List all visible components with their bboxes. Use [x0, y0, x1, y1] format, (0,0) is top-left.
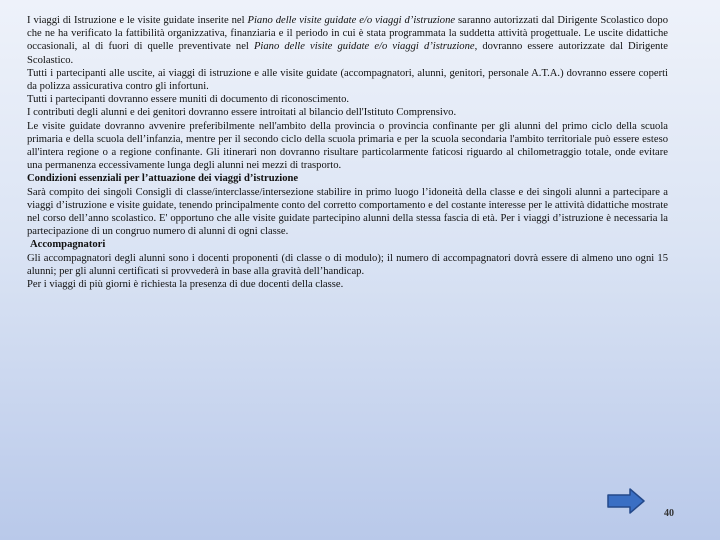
- heading-text: Condizioni essenziali per l’attuazione dei viaggi d’istruzione: [27, 173, 299, 185]
- paragraph-multi-day-trips: Per i viaggi di più giorni è richiesta la presenza di due docenti della classe.: [27, 279, 344, 291]
- paragraph-territorial-scope: Le visite guidate dovranno avvenire preferibilmente nell'ambito della provincia o provincia confinante per gli alunni del primo ciclo della scuola primaria e della scuola dell’infanzia, mentre per il secondo ciclo della scuola primaria e per la scuola secondaria l'ambito territoriale può essere esteso all'intera regione o a regione confinante. Gli itinerari non dovranno risultare particolarmente faticosi riguardo al chilometraggio totale, onde evitare una permanenza eccessivamente lunga degli alunni nei mezzi di trasporto.: [27, 120, 668, 172]
- paragraph-chaperones: Gli accompagnatori degli alunni sono i docenti proponenti (di classe o di modulo); il numero di accompagnatori dovrà essere di almeno uno ogni 15 alunni; per gli alunni certificati si provvederà in base alla gravità dell’handicap.: [27, 252, 668, 277]
- next-slide-button[interactable]: [606, 487, 646, 515]
- document-body: [27, 14, 668, 291]
- paragraph-insurance: Tutti i partecipanti alle uscite, ai viaggi di istruzione e alle visite guidate (accompagnatori, alunni, genitori, personale A.T.A.) dovranno essere coperti da polizza assicurativa contro gli infortuni.: [27, 67, 668, 93]
- page-number: 40: [664, 508, 674, 519]
- plan-title-italic: Piano delle visite guidate e/o viaggi d’istruzione: [247, 15, 456, 26]
- text-run: , dovranno essere autorizzate dal Dirigente Scolastico.: [27, 41, 668, 66]
- paragraph-contributions: I contributi degli alunni e dei genitori dovranno essere introitati al bilancio dell'Istituto Comprensivo.: [27, 107, 457, 119]
- heading-text: Accompagnatori: [30, 239, 106, 251]
- paragraph-class-councils: Sarà compito dei singoli Consigli di classe/interclasse/intersezione stabilire in primo luogo l’idoneità della classe e dei singoli alunni a partecipare a viaggi d’istruzione e visite guidate, tenendo principalmente conto del corretto comportamento e del costante interesse per le attività didattiche mostrate nel corso dell’anno scolastico. E' opportuno che alle visite guidate partecipino alunni della stessa fascia di età. Per i viaggi d’istruzione è necessaria la partecipazione di un congruo numero di alunni di ogni classe.: [27, 186, 668, 238]
- paragraph-id-document: Tutti i partecipanti dovranno essere muniti di documento di riconoscimento.: [27, 94, 350, 106]
- text-run: saranno autorizzati dal Dirigente Scolastico dopo che ne ha verificato la fattibilità organizzativa, finanziaria e il periodo in cui è stata programmata la suddetta attività progettuale. Le uscite didattiche occasionali, al di fuori di quelle preventivate nel: [27, 15, 668, 53]
- section-heading-conditions: [27, 172, 668, 185]
- section-heading-chaperones: [27, 238, 668, 251]
- plan-title-italic: Piano delle visite guidate e/o viaggi d’istruzione: [253, 41, 475, 53]
- paragraph-authorization: [27, 14, 668, 67]
- right-arrow-icon: [606, 487, 646, 515]
- text-run: I viaggi di Istruzione e le visite guidate inserite nel: [27, 15, 248, 26]
